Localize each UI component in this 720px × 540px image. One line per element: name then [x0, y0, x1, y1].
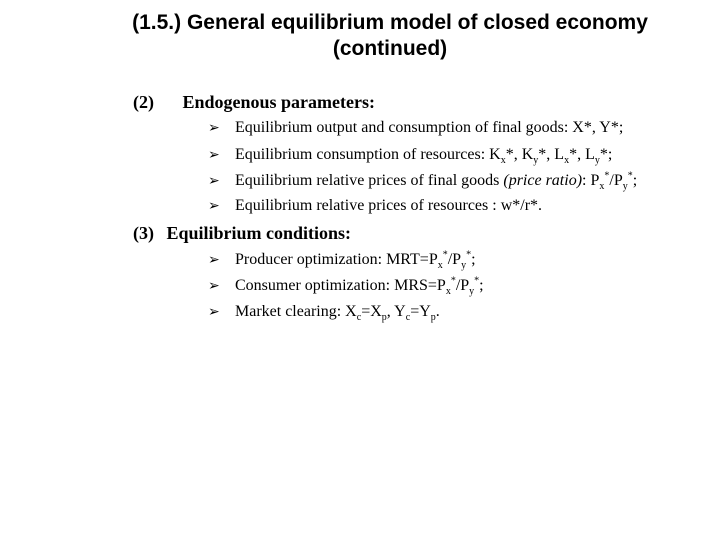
section-2-title: Endogenous parameters: [182, 92, 375, 112]
slide-title [60, 10, 720, 62]
list-item-text: Producer optimization: $MRT=P_x^*/P_y^*$; [235, 249, 476, 272]
section-3-heading [133, 223, 351, 244]
section-2-heading [133, 92, 375, 113]
list-item-text: Market clearing: $X_c=X_p$, $Y_c=Y_p$. [235, 303, 440, 324]
arrow-bullet-icon: ➢ [208, 120, 220, 136]
section-3-number: (3) [133, 223, 154, 243]
arrow-bullet-icon: ➢ [208, 304, 220, 320]
slide-title-line-1: (1.5.) General equilibrium model of closed economy [132, 11, 648, 34]
list-item-text: Consumer optimization: $MRS=P_x^*/P_y^*$; [235, 275, 484, 298]
arrow-bullet-icon: ➢ [208, 147, 220, 163]
arrow-bullet-icon: ➢ [208, 252, 220, 268]
arrow-bullet-icon: ➢ [208, 278, 220, 294]
slide-title-line-2: (continued) [332, 37, 448, 60]
arrow-bullet-icon: ➢ [208, 173, 220, 189]
list-item-text: Equilibrium consumption of resources: $K_x*$, $K_y*$, $L_x*$, $L_y*$; [235, 146, 613, 167]
section-3-title: Equilibrium conditions: [166, 223, 352, 243]
list-item-text: Equilibrium output and consumption of final goods: X*, Y*; [235, 119, 624, 136]
list-item-text: Equilibrium relative prices of final goods (price ratio): $P_x^*/P_y^*$; [235, 170, 638, 193]
arrow-bullet-icon: ➢ [208, 198, 220, 214]
list-item-text: Equilibrium relative prices of resources : w*/r*. [235, 197, 543, 214]
section-2-number: (2) [133, 92, 154, 112]
